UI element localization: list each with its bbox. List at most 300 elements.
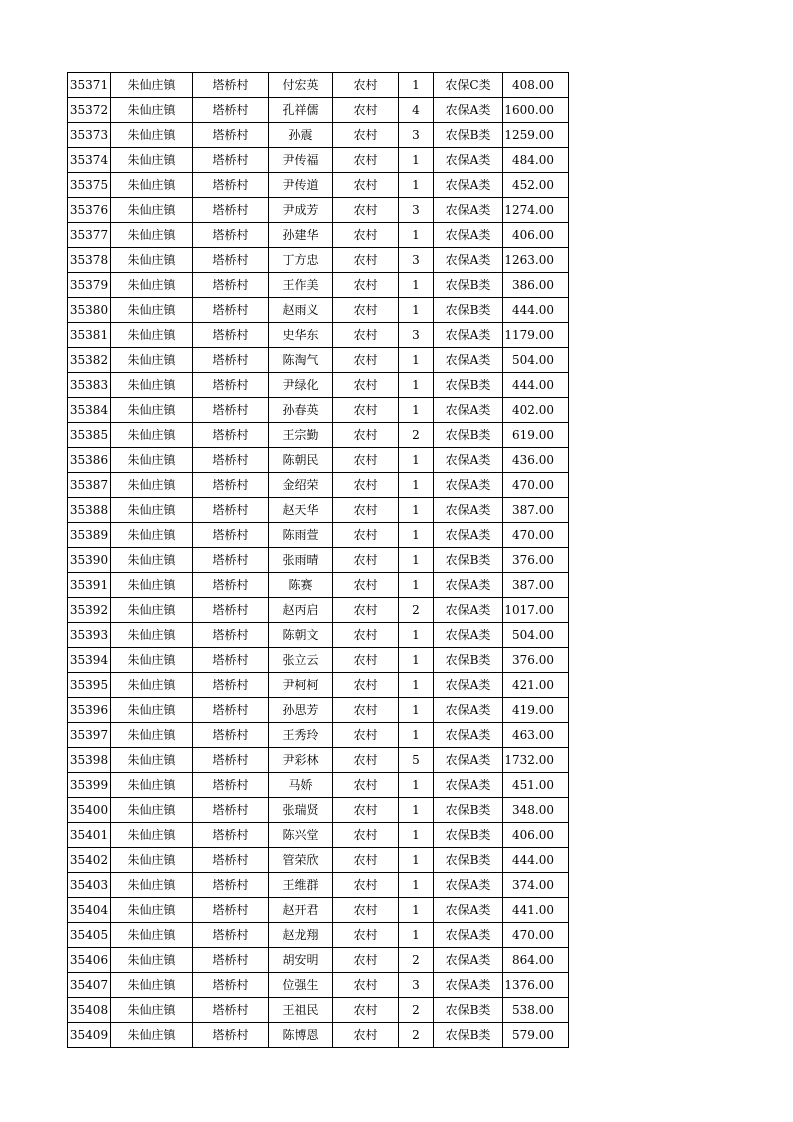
household-size-cell: 1 xyxy=(399,848,434,873)
amount-cell: 1600.00 xyxy=(503,98,569,123)
table-row xyxy=(68,498,569,523)
town-cell: 朱仙庄镇 xyxy=(111,123,193,148)
table-row xyxy=(68,848,569,873)
record-id-cell: 35395 xyxy=(68,673,111,698)
category-cell: 农保A类 xyxy=(434,973,503,998)
table-row xyxy=(68,98,569,123)
table-row xyxy=(68,823,569,848)
household-size-cell: 1 xyxy=(399,648,434,673)
amount-cell: 470.00 xyxy=(503,923,569,948)
village-cell: 塔桥村 xyxy=(193,623,269,648)
town-cell: 朱仙庄镇 xyxy=(111,723,193,748)
table-row xyxy=(68,523,569,548)
village-cell: 塔桥村 xyxy=(193,98,269,123)
name-cell: 胡安明 xyxy=(269,948,333,973)
record-id-cell: 35372 xyxy=(68,98,111,123)
roster-table xyxy=(67,72,569,1048)
table-row xyxy=(68,73,569,98)
name-cell: 王宗勤 xyxy=(269,423,333,448)
record-id-cell: 35393 xyxy=(68,623,111,648)
record-id-cell: 35378 xyxy=(68,248,111,273)
household-size-cell: 2 xyxy=(399,1023,434,1048)
record-id-cell: 35381 xyxy=(68,323,111,348)
village-cell: 塔桥村 xyxy=(193,598,269,623)
record-id-cell: 35405 xyxy=(68,923,111,948)
record-id-cell: 35388 xyxy=(68,498,111,523)
area-type-cell: 农村 xyxy=(333,173,399,198)
record-id-cell: 35391 xyxy=(68,573,111,598)
village-cell: 塔桥村 xyxy=(193,873,269,898)
amount-cell: 470.00 xyxy=(503,523,569,548)
table-row xyxy=(68,898,569,923)
area-type-cell: 农村 xyxy=(333,498,399,523)
town-cell: 朱仙庄镇 xyxy=(111,698,193,723)
town-cell: 朱仙庄镇 xyxy=(111,498,193,523)
area-type-cell: 农村 xyxy=(333,273,399,298)
household-size-cell: 1 xyxy=(399,573,434,598)
household-size-cell: 1 xyxy=(399,673,434,698)
record-id-cell: 35399 xyxy=(68,773,111,798)
table-row xyxy=(68,198,569,223)
household-size-cell: 3 xyxy=(399,123,434,148)
area-type-cell: 农村 xyxy=(333,473,399,498)
category-cell: 农保A类 xyxy=(434,473,503,498)
category-cell: 农保A类 xyxy=(434,748,503,773)
amount-cell: 1376.00 xyxy=(503,973,569,998)
household-size-cell: 2 xyxy=(399,598,434,623)
village-cell: 塔桥村 xyxy=(193,223,269,248)
area-type-cell: 农村 xyxy=(333,523,399,548)
amount-cell: 579.00 xyxy=(503,1023,569,1048)
name-cell: 尹绿化 xyxy=(269,373,333,398)
household-size-cell: 1 xyxy=(399,723,434,748)
record-id-cell: 35380 xyxy=(68,298,111,323)
town-cell: 朱仙庄镇 xyxy=(111,523,193,548)
household-size-cell: 4 xyxy=(399,98,434,123)
category-cell: 农保B类 xyxy=(434,823,503,848)
amount-cell: 1017.00 xyxy=(503,598,569,623)
household-size-cell: 1 xyxy=(399,698,434,723)
category-cell: 农保A类 xyxy=(434,198,503,223)
table-row xyxy=(68,598,569,623)
category-cell: 农保A类 xyxy=(434,948,503,973)
area-type-cell: 农村 xyxy=(333,673,399,698)
amount-cell: 619.00 xyxy=(503,423,569,448)
name-cell: 陈朝文 xyxy=(269,623,333,648)
record-id-cell: 35384 xyxy=(68,398,111,423)
area-type-cell: 农村 xyxy=(333,248,399,273)
household-size-cell: 1 xyxy=(399,223,434,248)
table-row xyxy=(68,298,569,323)
category-cell: 农保A类 xyxy=(434,898,503,923)
village-cell: 塔桥村 xyxy=(193,123,269,148)
amount-cell: 504.00 xyxy=(503,623,569,648)
town-cell: 朱仙庄镇 xyxy=(111,323,193,348)
area-type-cell: 农村 xyxy=(333,623,399,648)
amount-cell: 452.00 xyxy=(503,173,569,198)
table-row xyxy=(68,948,569,973)
category-cell: 农保B类 xyxy=(434,423,503,448)
name-cell: 位强生 xyxy=(269,973,333,998)
village-cell: 塔桥村 xyxy=(193,548,269,573)
record-id-cell: 35383 xyxy=(68,373,111,398)
amount-cell: 441.00 xyxy=(503,898,569,923)
table-row xyxy=(68,173,569,198)
table-row xyxy=(68,473,569,498)
amount-cell: 444.00 xyxy=(503,848,569,873)
record-id-cell: 35373 xyxy=(68,123,111,148)
village-cell: 塔桥村 xyxy=(193,573,269,598)
village-cell: 塔桥村 xyxy=(193,498,269,523)
area-type-cell: 农村 xyxy=(333,848,399,873)
name-cell: 王秀玲 xyxy=(269,723,333,748)
amount-cell: 1179.00 xyxy=(503,323,569,348)
village-cell: 塔桥村 xyxy=(193,923,269,948)
town-cell: 朱仙庄镇 xyxy=(111,1023,193,1048)
record-id-cell: 35400 xyxy=(68,798,111,823)
town-cell: 朱仙庄镇 xyxy=(111,398,193,423)
area-type-cell: 农村 xyxy=(333,123,399,148)
area-type-cell: 农村 xyxy=(333,448,399,473)
household-size-cell: 1 xyxy=(399,798,434,823)
table-row xyxy=(68,623,569,648)
household-size-cell: 1 xyxy=(399,898,434,923)
amount-cell: 1732.00 xyxy=(503,748,569,773)
table-row xyxy=(68,698,569,723)
name-cell: 尹传道 xyxy=(269,173,333,198)
table-row xyxy=(68,923,569,948)
amount-cell: 436.00 xyxy=(503,448,569,473)
village-cell: 塔桥村 xyxy=(193,473,269,498)
category-cell: 农保A类 xyxy=(434,148,503,173)
village-cell: 塔桥村 xyxy=(193,848,269,873)
name-cell: 陈淘气 xyxy=(269,348,333,373)
category-cell: 农保A类 xyxy=(434,873,503,898)
area-type-cell: 农村 xyxy=(333,198,399,223)
area-type-cell: 农村 xyxy=(333,323,399,348)
area-type-cell: 农村 xyxy=(333,423,399,448)
name-cell: 张立云 xyxy=(269,648,333,673)
record-id-cell: 35392 xyxy=(68,598,111,623)
area-type-cell: 农村 xyxy=(333,823,399,848)
amount-cell: 387.00 xyxy=(503,573,569,598)
household-size-cell: 1 xyxy=(399,148,434,173)
category-cell: 农保A类 xyxy=(434,698,503,723)
table-row xyxy=(68,573,569,598)
category-cell: 农保B类 xyxy=(434,373,503,398)
category-cell: 农保A类 xyxy=(434,523,503,548)
amount-cell: 419.00 xyxy=(503,698,569,723)
record-id-cell: 35409 xyxy=(68,1023,111,1048)
record-id-cell: 35387 xyxy=(68,473,111,498)
table-row xyxy=(68,673,569,698)
category-cell: 农保A类 xyxy=(434,323,503,348)
area-type-cell: 农村 xyxy=(333,798,399,823)
record-id-cell: 35398 xyxy=(68,748,111,773)
name-cell: 赵丙启 xyxy=(269,598,333,623)
record-id-cell: 35396 xyxy=(68,698,111,723)
category-cell: 农保B类 xyxy=(434,648,503,673)
town-cell: 朱仙庄镇 xyxy=(111,873,193,898)
household-size-cell: 1 xyxy=(399,548,434,573)
amount-cell: 376.00 xyxy=(503,548,569,573)
name-cell: 马娇 xyxy=(269,773,333,798)
town-cell: 朱仙庄镇 xyxy=(111,248,193,273)
area-type-cell: 农村 xyxy=(333,973,399,998)
category-cell: 农保A类 xyxy=(434,623,503,648)
village-cell: 塔桥村 xyxy=(193,898,269,923)
household-size-cell: 1 xyxy=(399,473,434,498)
household-size-cell: 1 xyxy=(399,773,434,798)
village-cell: 塔桥村 xyxy=(193,1023,269,1048)
amount-cell: 406.00 xyxy=(503,823,569,848)
town-cell: 朱仙庄镇 xyxy=(111,448,193,473)
town-cell: 朱仙庄镇 xyxy=(111,648,193,673)
town-cell: 朱仙庄镇 xyxy=(111,623,193,648)
village-cell: 塔桥村 xyxy=(193,73,269,98)
record-id-cell: 35407 xyxy=(68,973,111,998)
amount-cell: 451.00 xyxy=(503,773,569,798)
name-cell: 赵龙翔 xyxy=(269,923,333,948)
area-type-cell: 农村 xyxy=(333,648,399,673)
town-cell: 朱仙庄镇 xyxy=(111,573,193,598)
table-row xyxy=(68,748,569,773)
village-cell: 塔桥村 xyxy=(193,523,269,548)
table-row xyxy=(68,1023,569,1048)
name-cell: 孙春英 xyxy=(269,398,333,423)
name-cell: 丁方忠 xyxy=(269,248,333,273)
village-cell: 塔桥村 xyxy=(193,998,269,1023)
category-cell: 农保A类 xyxy=(434,398,503,423)
town-cell: 朱仙庄镇 xyxy=(111,198,193,223)
town-cell: 朱仙庄镇 xyxy=(111,948,193,973)
amount-cell: 406.00 xyxy=(503,223,569,248)
record-id-cell: 35397 xyxy=(68,723,111,748)
area-type-cell: 农村 xyxy=(333,148,399,173)
amount-cell: 1259.00 xyxy=(503,123,569,148)
area-type-cell: 农村 xyxy=(333,298,399,323)
household-size-cell: 2 xyxy=(399,998,434,1023)
village-cell: 塔桥村 xyxy=(193,423,269,448)
village-cell: 塔桥村 xyxy=(193,148,269,173)
amount-cell: 484.00 xyxy=(503,148,569,173)
category-cell: 农保A类 xyxy=(434,98,503,123)
category-cell: 农保A类 xyxy=(434,448,503,473)
household-size-cell: 3 xyxy=(399,198,434,223)
record-id-cell: 35394 xyxy=(68,648,111,673)
record-id-cell: 35386 xyxy=(68,448,111,473)
village-cell: 塔桥村 xyxy=(193,773,269,798)
town-cell: 朱仙庄镇 xyxy=(111,148,193,173)
household-size-cell: 1 xyxy=(399,823,434,848)
category-cell: 农保B类 xyxy=(434,298,503,323)
name-cell: 孙震 xyxy=(269,123,333,148)
table-row xyxy=(68,123,569,148)
amount-cell: 348.00 xyxy=(503,798,569,823)
town-cell: 朱仙庄镇 xyxy=(111,373,193,398)
town-cell: 朱仙庄镇 xyxy=(111,923,193,948)
name-cell: 史华东 xyxy=(269,323,333,348)
name-cell: 张雨晴 xyxy=(269,548,333,573)
table-row xyxy=(68,448,569,473)
table-row xyxy=(68,148,569,173)
amount-cell: 386.00 xyxy=(503,273,569,298)
village-cell: 塔桥村 xyxy=(193,373,269,398)
name-cell: 王维群 xyxy=(269,873,333,898)
household-size-cell: 1 xyxy=(399,623,434,648)
category-cell: 农保A类 xyxy=(434,498,503,523)
category-cell: 农保B类 xyxy=(434,998,503,1023)
record-id-cell: 35379 xyxy=(68,273,111,298)
household-size-cell: 1 xyxy=(399,73,434,98)
town-cell: 朱仙庄镇 xyxy=(111,998,193,1023)
town-cell: 朱仙庄镇 xyxy=(111,548,193,573)
area-type-cell: 农村 xyxy=(333,923,399,948)
household-size-cell: 5 xyxy=(399,748,434,773)
record-id-cell: 35402 xyxy=(68,848,111,873)
category-cell: 农保A类 xyxy=(434,348,503,373)
record-id-cell: 35408 xyxy=(68,998,111,1023)
category-cell: 农保B类 xyxy=(434,798,503,823)
town-cell: 朱仙庄镇 xyxy=(111,598,193,623)
name-cell: 赵开君 xyxy=(269,898,333,923)
amount-cell: 1263.00 xyxy=(503,248,569,273)
area-type-cell: 农村 xyxy=(333,873,399,898)
name-cell: 尹传福 xyxy=(269,148,333,173)
area-type-cell: 农村 xyxy=(333,1023,399,1048)
name-cell: 管荣欣 xyxy=(269,848,333,873)
amount-cell: 402.00 xyxy=(503,398,569,423)
village-cell: 塔桥村 xyxy=(193,273,269,298)
name-cell: 王祖民 xyxy=(269,998,333,1023)
town-cell: 朱仙庄镇 xyxy=(111,973,193,998)
table-row xyxy=(68,398,569,423)
area-type-cell: 农村 xyxy=(333,748,399,773)
record-id-cell: 35401 xyxy=(68,823,111,848)
name-cell: 赵天华 xyxy=(269,498,333,523)
village-cell: 塔桥村 xyxy=(193,698,269,723)
village-cell: 塔桥村 xyxy=(193,323,269,348)
town-cell: 朱仙庄镇 xyxy=(111,898,193,923)
record-id-cell: 35406 xyxy=(68,948,111,973)
town-cell: 朱仙庄镇 xyxy=(111,848,193,873)
amount-cell: 538.00 xyxy=(503,998,569,1023)
amount-cell: 444.00 xyxy=(503,298,569,323)
category-cell: 农保A类 xyxy=(434,923,503,948)
amount-cell: 376.00 xyxy=(503,648,569,673)
category-cell: 农保B类 xyxy=(434,848,503,873)
household-size-cell: 1 xyxy=(399,923,434,948)
amount-cell: 421.00 xyxy=(503,673,569,698)
village-cell: 塔桥村 xyxy=(193,448,269,473)
area-type-cell: 农村 xyxy=(333,573,399,598)
household-size-cell: 1 xyxy=(399,373,434,398)
table-row xyxy=(68,873,569,898)
area-type-cell: 农村 xyxy=(333,398,399,423)
household-size-cell: 1 xyxy=(399,448,434,473)
household-size-cell: 3 xyxy=(399,973,434,998)
record-id-cell: 35389 xyxy=(68,523,111,548)
village-cell: 塔桥村 xyxy=(193,823,269,848)
category-cell: 农保A类 xyxy=(434,598,503,623)
name-cell: 金绍荣 xyxy=(269,473,333,498)
town-cell: 朱仙庄镇 xyxy=(111,748,193,773)
name-cell: 张瑞贤 xyxy=(269,798,333,823)
table-row xyxy=(68,373,569,398)
area-type-cell: 农村 xyxy=(333,723,399,748)
category-cell: 农保A类 xyxy=(434,673,503,698)
table-row xyxy=(68,273,569,298)
amount-cell: 374.00 xyxy=(503,873,569,898)
amount-cell: 408.00 xyxy=(503,73,569,98)
village-cell: 塔桥村 xyxy=(193,973,269,998)
village-cell: 塔桥村 xyxy=(193,723,269,748)
record-id-cell: 35375 xyxy=(68,173,111,198)
town-cell: 朱仙庄镇 xyxy=(111,773,193,798)
village-cell: 塔桥村 xyxy=(193,198,269,223)
area-type-cell: 农村 xyxy=(333,598,399,623)
category-cell: 农保A类 xyxy=(434,573,503,598)
record-id-cell: 35382 xyxy=(68,348,111,373)
name-cell: 陈雨萱 xyxy=(269,523,333,548)
name-cell: 尹彩林 xyxy=(269,748,333,773)
area-type-cell: 农村 xyxy=(333,373,399,398)
household-size-cell: 3 xyxy=(399,323,434,348)
name-cell: 孔祥儒 xyxy=(269,98,333,123)
name-cell: 陈朝民 xyxy=(269,448,333,473)
category-cell: 农保A类 xyxy=(434,248,503,273)
name-cell: 孙建华 xyxy=(269,223,333,248)
town-cell: 朱仙庄镇 xyxy=(111,473,193,498)
area-type-cell: 农村 xyxy=(333,223,399,248)
name-cell: 尹成芳 xyxy=(269,198,333,223)
household-size-cell: 1 xyxy=(399,523,434,548)
record-id-cell: 35371 xyxy=(68,73,111,98)
village-cell: 塔桥村 xyxy=(193,673,269,698)
record-id-cell: 35404 xyxy=(68,898,111,923)
town-cell: 朱仙庄镇 xyxy=(111,348,193,373)
name-cell: 尹柯柯 xyxy=(269,673,333,698)
table-row xyxy=(68,773,569,798)
table-row xyxy=(68,323,569,348)
area-type-cell: 农村 xyxy=(333,698,399,723)
area-type-cell: 农村 xyxy=(333,998,399,1023)
table-row xyxy=(68,723,569,748)
table-row xyxy=(68,998,569,1023)
name-cell: 赵雨义 xyxy=(269,298,333,323)
household-size-cell: 3 xyxy=(399,248,434,273)
amount-cell: 504.00 xyxy=(503,348,569,373)
amount-cell: 864.00 xyxy=(503,948,569,973)
name-cell: 孙思芳 xyxy=(269,698,333,723)
area-type-cell: 农村 xyxy=(333,773,399,798)
record-id-cell: 35403 xyxy=(68,873,111,898)
category-cell: 农保B类 xyxy=(434,548,503,573)
roster-body xyxy=(68,73,569,1048)
household-size-cell: 1 xyxy=(399,173,434,198)
town-cell: 朱仙庄镇 xyxy=(111,98,193,123)
amount-cell: 387.00 xyxy=(503,498,569,523)
household-size-cell: 1 xyxy=(399,348,434,373)
category-cell: 农保C类 xyxy=(434,73,503,98)
town-cell: 朱仙庄镇 xyxy=(111,423,193,448)
name-cell: 陈赛 xyxy=(269,573,333,598)
area-type-cell: 农村 xyxy=(333,98,399,123)
record-id-cell: 35390 xyxy=(68,548,111,573)
household-size-cell: 2 xyxy=(399,948,434,973)
town-cell: 朱仙庄镇 xyxy=(111,823,193,848)
household-size-cell: 1 xyxy=(399,273,434,298)
